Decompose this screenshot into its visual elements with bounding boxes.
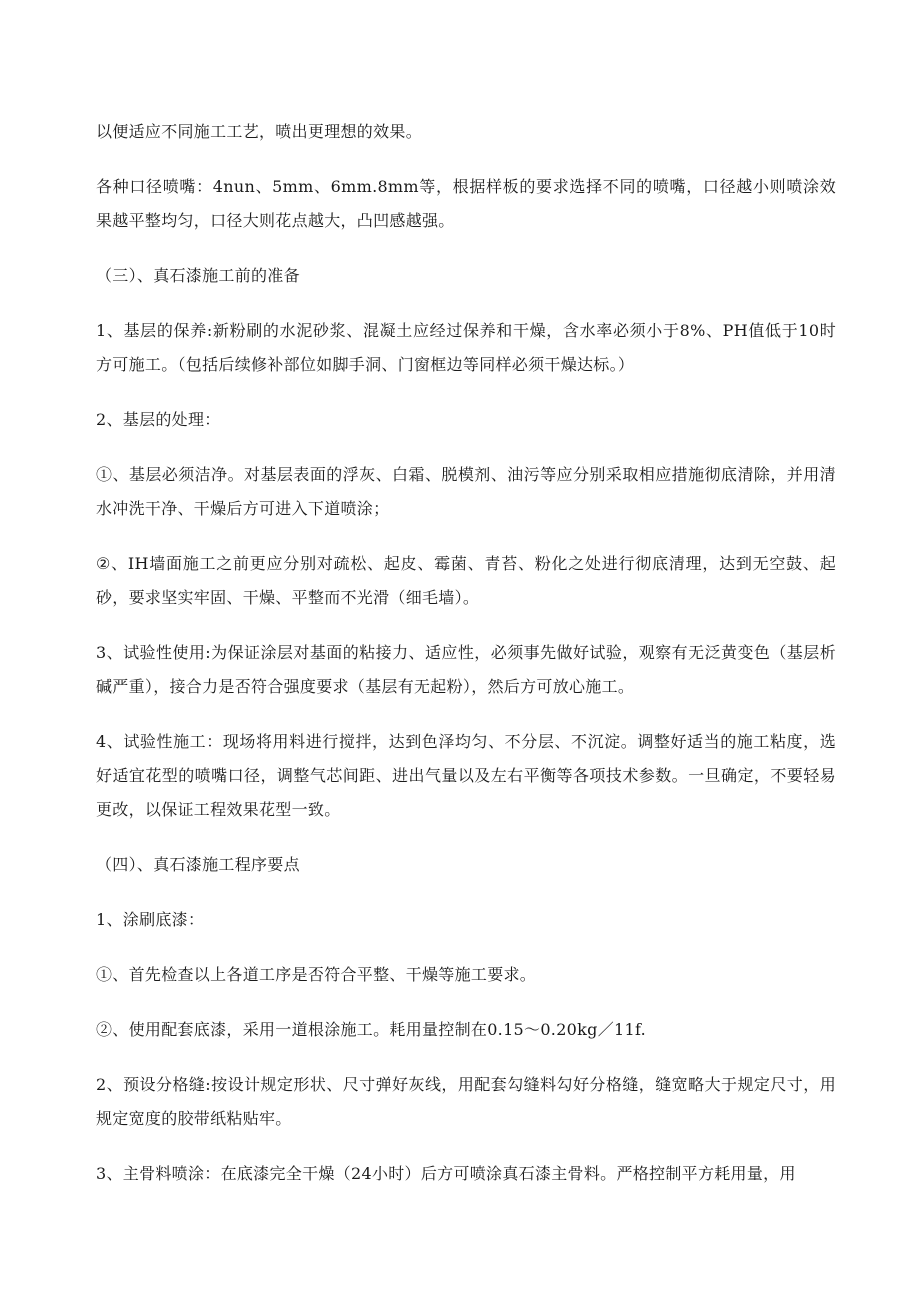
paragraph-process-adaptation: 以便适应不同施工工艺，喷出更理想的效果。 [96, 122, 423, 141]
paragraph-substrate-treatment: 2、基层的处理： [96, 410, 221, 429]
paragraph-main-aggregate: 3、主骨料喷涂：在底漆完全干燥（24小时）后方可喷涂真石漆主骨料。严格控制平方耗用量，用 [96, 1164, 796, 1183]
document-body [96, 115, 836, 1212]
paragraph-primer-usage: ②、使用配套底漆，采用一道根涂施工。耗用量控制在0.15～0.20kg／11f. [96, 1020, 646, 1039]
paragraph-substrate-curing: 1、基层的保养:新粉刷的水泥砂浆、混凝土应经过保养和干燥，含水率必须小于8%、PH值低于10时方可施工。（包括后续修补部位如脚手洞、门窗框边等同样必须干燥达标。） [96, 321, 836, 374]
paragraph-trial-use: 3、试验性使用:为保证涂层对基面的粘接力、适应性，必须事先做好试验，观察有无泛黄变色（基层析碱严重），接合力是否符合强度要求（基层有无起粉），然后方可放心施工。 [96, 643, 836, 696]
paragraph-grid-joints: 2、预设分格缝:按设计规定形状、尺寸弹好灰线，用配套勾缝料勾好分格缝，缝宽略大于规定尺寸，用规定宽度的胶带纸粘贴牢。 [96, 1075, 836, 1128]
section-heading-preparation: （三）、真石漆施工前的准备 [96, 266, 300, 285]
section-heading-procedure: （四）、真石漆施工程序要点 [96, 855, 300, 874]
paragraph-primer-check: ①、首先检查以上各道工序是否符合平整、干燥等施工要求。 [96, 965, 537, 984]
paragraph-wall-cleanup: ②、IH墙面施工之前更应分别对疏松、起皮、霉菌、青苔、粉化之处进行彻底清理，达到无空鼓、起砂，要求坚实牢固、干燥、平整而不光滑（细毛墙）。 [96, 554, 836, 607]
paragraph-primer: 1、涂刷底漆： [96, 910, 205, 929]
paragraph-trial-construction: 4、试验性施工：现场将用料进行搅拌，达到色泽均匀、不分层、不沉淀。调整好适当的施工粘度，选好适宜花型的喷嘴口径，调整气芯间距、进出气量以及左右平衡等各项技术参数。一旦确定，不要轻易更改，以保证工程效果花型一致。 [96, 732, 836, 819]
paragraph-nozzle-sizes: 各种口径喷嘴：4nun、5mm、6mm.8mm等，根据样板的要求选择不同的喷嘴，口径越小则喷涂效果越平整均匀，口径大则花点越大，凸凹感越强。 [96, 177, 836, 230]
paragraph-substrate-clean: ①、基层必须洁净。对基层表面的浮灰、白霜、脱模剂、油污等应分别采取相应措施彻底清除，并用清水冲洗干净、干燥后方可进入下道喷涂； [96, 465, 836, 518]
